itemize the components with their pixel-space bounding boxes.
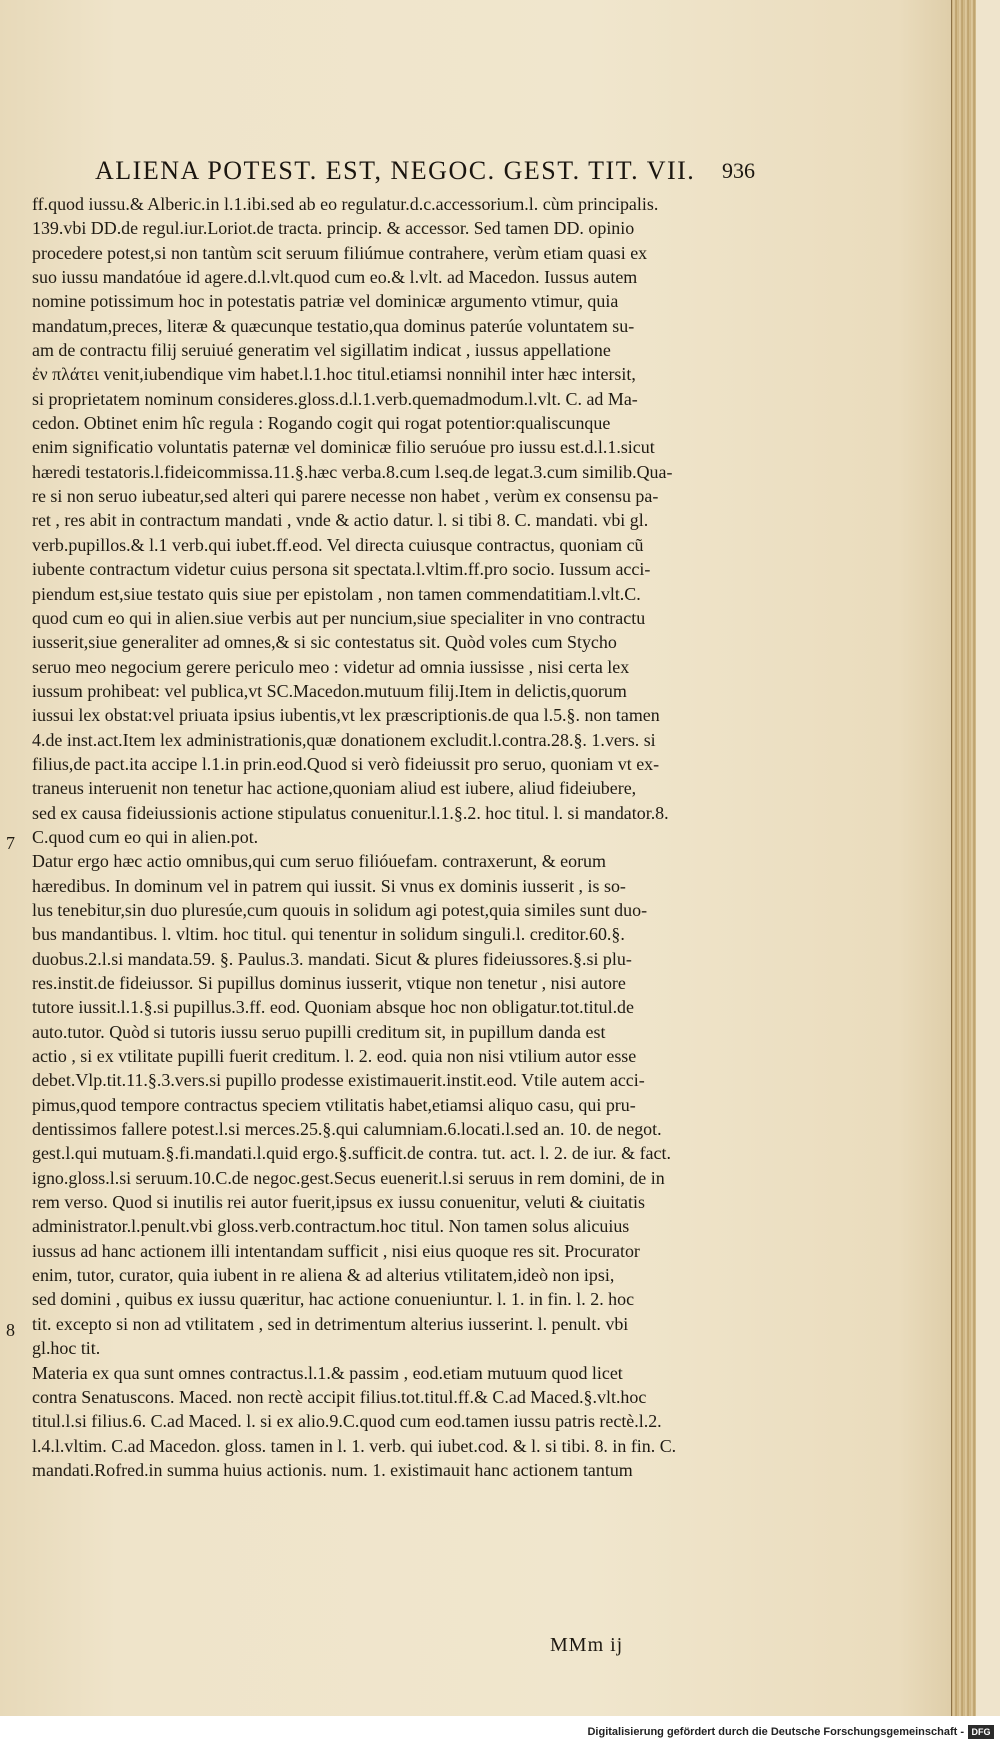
text-line: si proprietatem nominum consideres.gloss.d.l.1.verb.quemadmodum.l.vlt. C. ad Ma- <box>32 388 638 409</box>
text-line: 139.vbi DD.de regul.iur.Loriot.de tracta. princip. & accessor. Sed tamen DD. opinio <box>32 218 635 239</box>
text-line: res.instit.de fideiussor. Si pupillus dominus iusserit, vtique non tenetur , nisi autore <box>32 973 626 993</box>
text-line: enim, tutor, curator, quia iubent in re aliena & ad alterius vtilitatem,ideò non ipsi, <box>32 1265 615 1286</box>
text-line: lus tenebitur,sin duo pluresúe,cum quouis in solidum agi potest,quia similes sunt duo- <box>32 899 648 920</box>
text-line: re si non seruo iubeatur,sed alteri qui parere necesse non habet , verùm ex consensu pa- <box>32 486 659 507</box>
text-line: dentissimos fallere potest.l.si merces.25.§.qui calumniam.6.locati.l.sed an. 10. de negot. <box>32 1119 662 1140</box>
digitization-credit: Digitalisierung gefördert durch die Deutsche Forschungsgemeinschaft - <box>587 1726 964 1738</box>
text-line: tutore iussit.l.1.§.si pupillus.3.ff. eod. Quoniam absque hoc non obligatur.tot.titul.de <box>32 997 634 1018</box>
text-line: bus mandantibus. l. vltim. hoc titul. qui tenentur in solidum singuli.l. creditor.60.§. <box>32 924 625 945</box>
text-line: suo iussu mandatóue id agere.d.l.vlt.quod cum eo.& l.vlt. ad Macedon. Iussus autem <box>32 267 638 288</box>
text-line: sed ex causa fideiussionis actione stipulatus conuenitur.l.1.§.2. hoc titul. l. si mandator.8. <box>32 802 669 823</box>
signature-mark: MMm ij <box>550 1634 624 1656</box>
text-line: iubente contractum videtur cuius persona sit spectata.l.vltim.ff.pro socio. Iussum acci- <box>32 559 651 580</box>
folio-number: 936 <box>722 158 755 183</box>
body-text <box>32 192 762 1482</box>
text-line: mandati.Rofred.in summa huius actionis. num. 1. existimauit hanc actionem tantum <box>32 1459 633 1480</box>
text-line: igno.gloss.l.si seruum.10.C.de negoc.gest.Secus euenerit.l.si seruus in rem domini, de in <box>32 1167 665 1188</box>
text-line: ret , res abit in contractum mandati , vnde & actio datur. l. si tibi 8. C. mandati. vbi gl. <box>32 510 649 531</box>
text-line: iusserit,siue generaliter ad omnes,& si sic contestatus sit. Quòd voles cum Stycho <box>32 632 617 653</box>
text-line: ἐν πλάτει venit,iubendique vim habet.l.1.hoc titul.etiamsi nonnihil inter hæc intersit, <box>32 364 636 385</box>
text-line: enim significatio voluntatis paternæ vel dominicæ filio seruóue pro iussu est.d.l.1.sicut <box>32 437 655 458</box>
text-line: duobus.2.l.si mandata.59. §. Paulus.3. mandati. Sicut & plures fideiussores.§.si plu- <box>32 948 632 969</box>
text-line: hæredi testatoris.l.fideicommissa.11.§.hæc verba.8.cum l.seq.de legat.3.cum similib.Qua- <box>32 461 673 482</box>
text-line: mandatum,preces, literæ & quæcunque testatio,qua dominus paterúe voluntatem su- <box>32 315 635 336</box>
text-line: quod cum eo qui in alien.siue verbis aut per nuncium,siue specialiter in vno contractu <box>32 607 646 628</box>
text-line: iussui lex obstat:vel priuata ipsius iubentis,vt lex præscriptionis.de qua l.5.§. non tamen <box>32 705 660 726</box>
text-line: sed domini , quibus ex iussu quæritur, hac actione conueniuntur. l. 1. in fin. l. 2. hoc <box>32 1289 635 1310</box>
text-line: actio , si ex vtilitate pupilli fuerit creditum. l. 2. eod. quia non nisi vtilium autor esse <box>32 1046 637 1067</box>
text-line: seruo meo negocium gerere periculo meo : videtur ad omnia iussisse , nisi certa lex <box>32 656 630 677</box>
text-line: iussus ad hanc actionem illi intentandam sufficit , nisi eius quoque res sit. Procurator <box>32 1240 640 1261</box>
text-line: nomine potissimum hoc in potestatis patriæ vel dominicæ argumento vtimur, quia <box>32 291 619 312</box>
text-line: contra Senatuscons. Maced. non rectè accipit filius.tot.titul.ff.& C.ad Maced.§.vlt.hoc <box>32 1386 647 1407</box>
text-line: iussum prohibeat: vel publica,vt SC.Macedon.mutuum filij.Item in delictis,quorum <box>32 680 627 701</box>
text-line: gest.l.qui mutuam.§.fi.mandati.l.quid ergo.§.sufficit.de contra. tut. act. l. 2. de iur. & fact. <box>32 1143 671 1164</box>
text-line: C.quod cum eo qui in alien.pot. <box>32 826 259 847</box>
text-line: pimus,quod tempore contractus speciem vtilitatis habet,etiamsi aliquo casu, qui pru- <box>32 1094 636 1115</box>
text-line: cedon. Obtinet enim hîc regula : Rogando cogit qui rogat potentior:qualiscunque <box>32 413 611 434</box>
text-line: filius,de pact.ita accipe l.1.in prin.eod.Quod si verò fideiussit pro seruo, quoniam vt ex- <box>32 753 660 774</box>
text-line: debet.Vlp.tit.11.§.3.vers.si pupillo prodesse existimauerit.instit.eod. Vtile autem acci- <box>32 1070 645 1091</box>
text-line: l.4.l.vltim. C.ad Macedon. gloss. tamen in l. 1. verb. qui iubet.cod. & l. si tibi. 8. in fin. C. <box>32 1435 677 1456</box>
text-line: administrator.l.penult.vbi gloss.verb.contractum.hoc titul. Non tamen solus alicuius <box>32 1216 630 1237</box>
text-line: auto.tutor. Quòd si tutoris iussu seruo pupilli creditum sit, in pupillum danda est <box>32 1021 606 1042</box>
margin-number-7: 7 <box>6 833 15 853</box>
text-line: Materia ex qua sunt omnes contractus.l.1.& passim , eod.etiam mutuum quod licet <box>32 1362 623 1383</box>
page-stack-edge <box>951 0 976 1716</box>
text-line: rem verso. Quod si inutilis rei autor fuerit,ipsus ex iussu conuenitur, veluti & ciuitatis <box>32 1192 646 1213</box>
text-line: hæredibus. In dominum vel in patrem qui iussit. Si vnus ex dominis iusserit , is so- <box>32 875 626 896</box>
dfg-logo: DFG <box>968 1725 994 1739</box>
text-line: titul.l.si filius.6. C.ad Maced. l. si ex alio.9.C.quod cum eod.tamen iussu patris rectè.l.2. <box>32 1411 662 1432</box>
margin-number-8: 8 <box>6 1320 15 1340</box>
text-line: ff.quod iussu.& Alberic.in l.1.ibi.sed ab eo regulatur.d.c.accessorium.l. cùm principalis. <box>32 194 659 214</box>
text-line: procedere potest,si non tantùm scit seruum filiúmue contrahere, verùm etiam quasi ex <box>32 242 648 263</box>
text-line: Datur ergo hæc actio omnibus,qui cum seruo filióuefam. contraxerunt, & eorum <box>32 851 606 872</box>
text-line: piendum est,siue testato quis siue per epistolam , non tamen commendatitiam.l.vlt.C. <box>32 583 641 604</box>
text-line: traneus interuenit non tenetur hac actione,quoniam aliud est iubere, aliud fideiubere, <box>32 778 637 799</box>
text-line: gl.hoc tit. <box>32 1338 101 1359</box>
running-title: ALIENA POTEST. EST, NEGOC. GEST. TIT. VII. <box>95 156 696 185</box>
text-line: 4.de inst.act.Item lex administrationis,quæ donationem excludit.l.contra.28.§. 1.vers. si <box>32 729 656 750</box>
text-line: tit. excepto si non ad vtilitatem , sed in detrimentum alterius iusserint. l. penult. vbi <box>32 1313 629 1334</box>
text-line: verb.pupillos.& l.1 verb.qui iubet.ff.eod. Vel directa cuiusque contractus, quoniam cũ <box>32 534 644 555</box>
text-line: am de contractu filij seruiué generatim vel sigillatim indicat , iussus appellatione <box>32 340 611 361</box>
